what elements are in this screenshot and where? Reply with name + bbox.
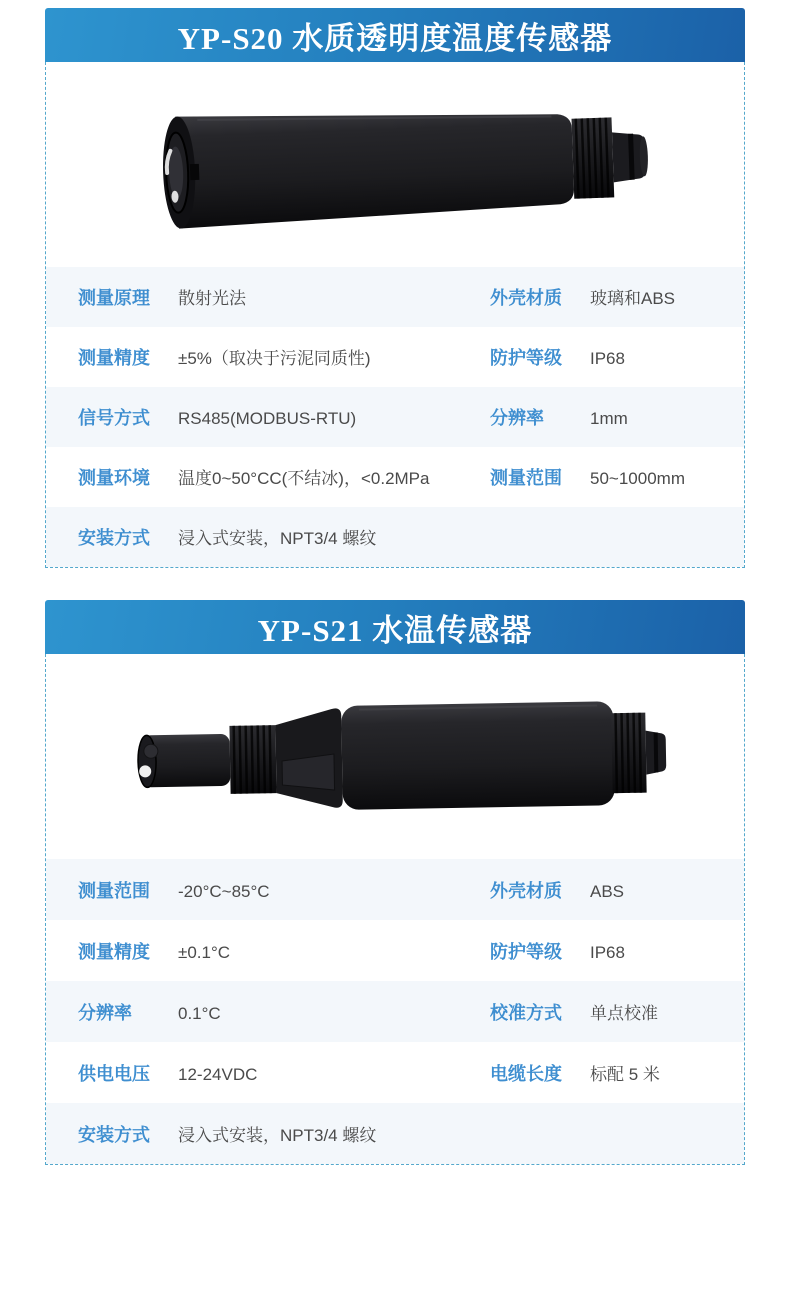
spec-row — [46, 981, 744, 1042]
sensor-illustration — [135, 95, 655, 235]
spec-label: 防护等级 — [490, 941, 562, 962]
page-title: YP-S21 水温传感器 — [257, 612, 533, 648]
section-yp-s20 — [45, 0, 745, 568]
spec-value: ±0.1°C — [178, 942, 231, 962]
spec-value: ABS — [590, 881, 625, 901]
spec-label: 测量环境 — [78, 468, 150, 488]
spec-label: 测量范围 — [78, 880, 150, 901]
spec-value: -20°C~85°C — [178, 881, 270, 901]
spec-label: 测量原理 — [78, 288, 150, 308]
page-title: YP-S20 水质透明度温度传感器 — [177, 20, 613, 56]
spec-row — [46, 920, 744, 981]
spec-label: 分辨率 — [490, 408, 544, 428]
spec-label: 外壳材质 — [490, 288, 562, 308]
spec-label: 分辨率 — [78, 1002, 132, 1023]
spec-row — [46, 327, 744, 387]
spec-label: 供电电压 — [78, 1063, 150, 1084]
spec-value: 单点校准 — [590, 1003, 658, 1023]
spec-row — [46, 1042, 744, 1103]
spec-row — [46, 1103, 744, 1164]
spec-row — [46, 859, 744, 920]
spec-label: 安装方式 — [78, 1124, 150, 1145]
spec-value: IP68 — [590, 349, 625, 368]
spec-table-yp-s20 — [46, 267, 744, 567]
spec-value: 玻璃和ABS — [590, 289, 676, 308]
sensor-photo-yp-s21 — [46, 654, 744, 859]
spec-label: 测量精度 — [78, 348, 150, 368]
spec-row — [46, 267, 744, 327]
spec-row — [46, 387, 744, 447]
spec-label: 测量精度 — [78, 941, 150, 962]
section-body — [45, 62, 745, 568]
spec-value: 温度0~50°CC(不结冰)，<0.2MPa — [178, 469, 430, 488]
section-header — [45, 8, 745, 62]
spec-label: 防护等级 — [490, 348, 562, 368]
spec-label: 电缆长度 — [490, 1063, 562, 1084]
spec-value: 浸入式安装，NPT3/4 螺纹 — [178, 529, 377, 548]
spec-label: 信号方式 — [78, 408, 150, 428]
spec-label: 测量范围 — [490, 468, 562, 488]
section-body — [45, 654, 745, 1165]
spec-value: 1mm — [590, 409, 628, 428]
spec-value: 浸入式安装，NPT3/4 螺纹 — [178, 1125, 377, 1145]
spec-value: 0.1°C — [178, 1003, 221, 1023]
spec-label: 安装方式 — [78, 528, 150, 548]
spec-value: ±5%（取决于污泥同质性) — [178, 349, 371, 368]
spec-value: IP68 — [590, 942, 625, 962]
spec-row — [46, 447, 744, 507]
sensor-photo-yp-s20 — [46, 62, 744, 267]
spec-label: 校准方式 — [490, 1002, 562, 1023]
spec-row — [46, 507, 744, 567]
spec-value: RS485(MODBUS-RTU) — [178, 409, 357, 428]
section-yp-s21 — [45, 600, 745, 1165]
spec-value: 50~1000mm — [590, 469, 685, 488]
sensor-illustration — [120, 687, 670, 827]
spec-value: 标配 5 米 — [590, 1064, 660, 1084]
spec-table-yp-s21 — [46, 859, 744, 1164]
spec-value: 散射光法 — [178, 289, 246, 308]
spec-label: 外壳材质 — [490, 880, 562, 901]
section-header — [45, 600, 745, 654]
spec-value: 12-24VDC — [178, 1064, 258, 1084]
